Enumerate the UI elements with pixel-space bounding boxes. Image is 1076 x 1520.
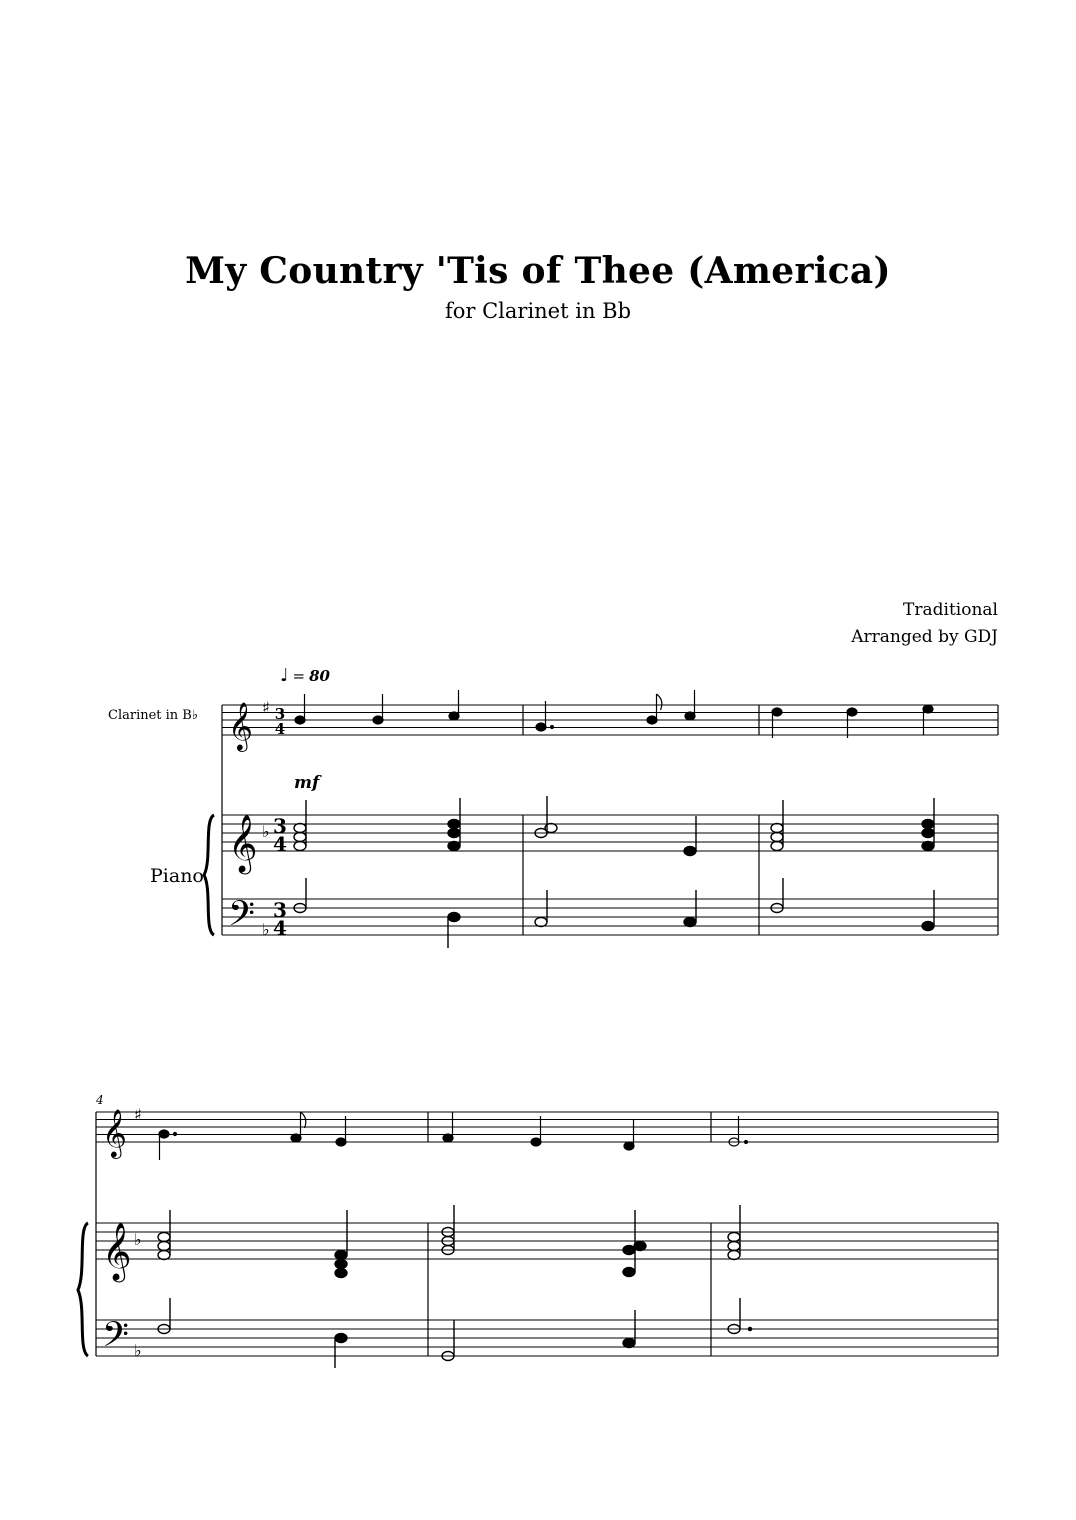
time-signature-denominator: 4 [274,720,286,738]
bass-clef-icon: 𝄢 [102,1314,130,1363]
quarter-note-icon: ♩ [280,665,289,686]
instrument-label-piano: Piano [150,865,204,887]
dynamic-marking: mf [294,773,320,793]
score-subtitle: for Clarinet in Bb [444,299,632,323]
flat-icon: ♭ [134,1341,142,1360]
flat-icon: ♭ [262,822,270,841]
time-signature-numerator: 3 [273,814,287,838]
treble-clef-icon: 𝄞 [228,701,253,750]
piano-bass-notes [158,878,934,1368]
treble-clef-icon: 𝄞 [102,1222,132,1280]
arranger-credit: Arranged by GDJ [851,627,998,647]
tempo-equals: = [292,667,306,685]
key-signatures [134,698,270,1360]
time-signature-denominator: 4 [273,916,287,940]
composer-credit: Traditional [903,600,998,620]
piano-braces [78,815,214,1356]
bass-clef-icon: 𝄢 [228,893,256,942]
time-signatures [273,705,287,940]
time-signature-numerator: 3 [274,705,286,723]
flat-icon: ♭ [134,1230,142,1249]
piano-treble-notes [158,796,934,1278]
time-signature-denominator: 4 [273,832,287,856]
sharp-icon: ♯ [262,698,270,717]
treble-clef-icon: 𝄞 [228,814,258,872]
instrument-label-clarinet: Clarinet in B♭ [108,708,198,723]
clefs [102,701,258,1363]
tempo-bpm: 80 [309,667,330,685]
score-title: My Country 'Tis of Thee (America) [185,250,891,292]
sharp-icon: ♯ [134,1105,142,1124]
measure-number: 4 [96,1093,104,1107]
treble-clef-icon: 𝄞 [102,1108,127,1157]
flat-icon: ♭ [262,920,270,939]
clarinet-notes [295,690,933,738]
time-signature-numerator: 3 [273,898,287,922]
